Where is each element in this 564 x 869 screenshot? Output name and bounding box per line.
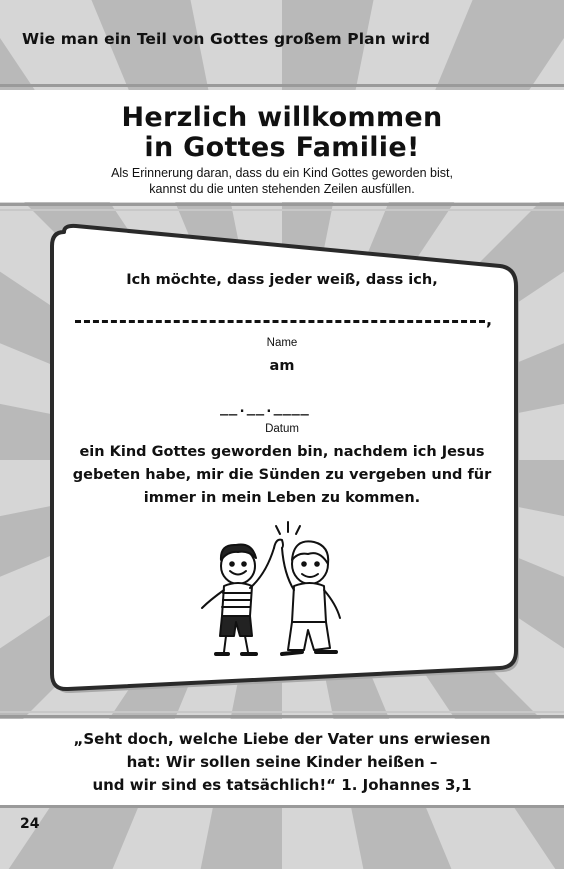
certificate-statement: Ich möchte, dass jeder weiß, dass ich,	[126, 272, 438, 288]
name-label: Name	[266, 337, 298, 349]
name-comma: ,	[486, 310, 493, 329]
certificate-body-line-1: ein Kind Gottes geworden bin, nachdem ich Jesus	[79, 444, 485, 460]
intro-line-2: kannst du die unten stehenden Zeilen ausfüllen.	[149, 182, 415, 196]
date-input-line[interactable]: __.__.____	[220, 400, 310, 416]
on-word: am	[269, 358, 295, 374]
section-title: Wie man ein Teil von Gottes großem Plan wird	[22, 30, 431, 48]
date-label: Datum	[265, 423, 299, 435]
intro-line-1: Als Erinnerung daran, dass du ein Kind Gottes geworden bist,	[111, 166, 453, 180]
name-input-line[interactable]	[75, 320, 485, 323]
bible-quote-line-1: „Seht doch, welche Liebe der Vater uns erwiesen	[73, 730, 491, 748]
page-number: 24	[20, 816, 40, 832]
heading-line-2: in Gottes Familie!	[144, 132, 420, 163]
bible-quote-line-3: und wir sind es tatsächlich!“ 1. Johannes 3,1	[92, 776, 472, 794]
certificate-body-line-3: immer in mein Leben zu kommen.	[143, 490, 421, 506]
high-five-illustration	[190, 518, 360, 663]
bible-quote-line-2: hat: Wir sollen seine Kinder heißen –	[126, 753, 438, 771]
certificate-body-line-2: gebeten habe, mir die Sünden zu vergeben und für	[72, 467, 492, 483]
heading-line-1: Herzlich willkommen	[121, 102, 443, 133]
